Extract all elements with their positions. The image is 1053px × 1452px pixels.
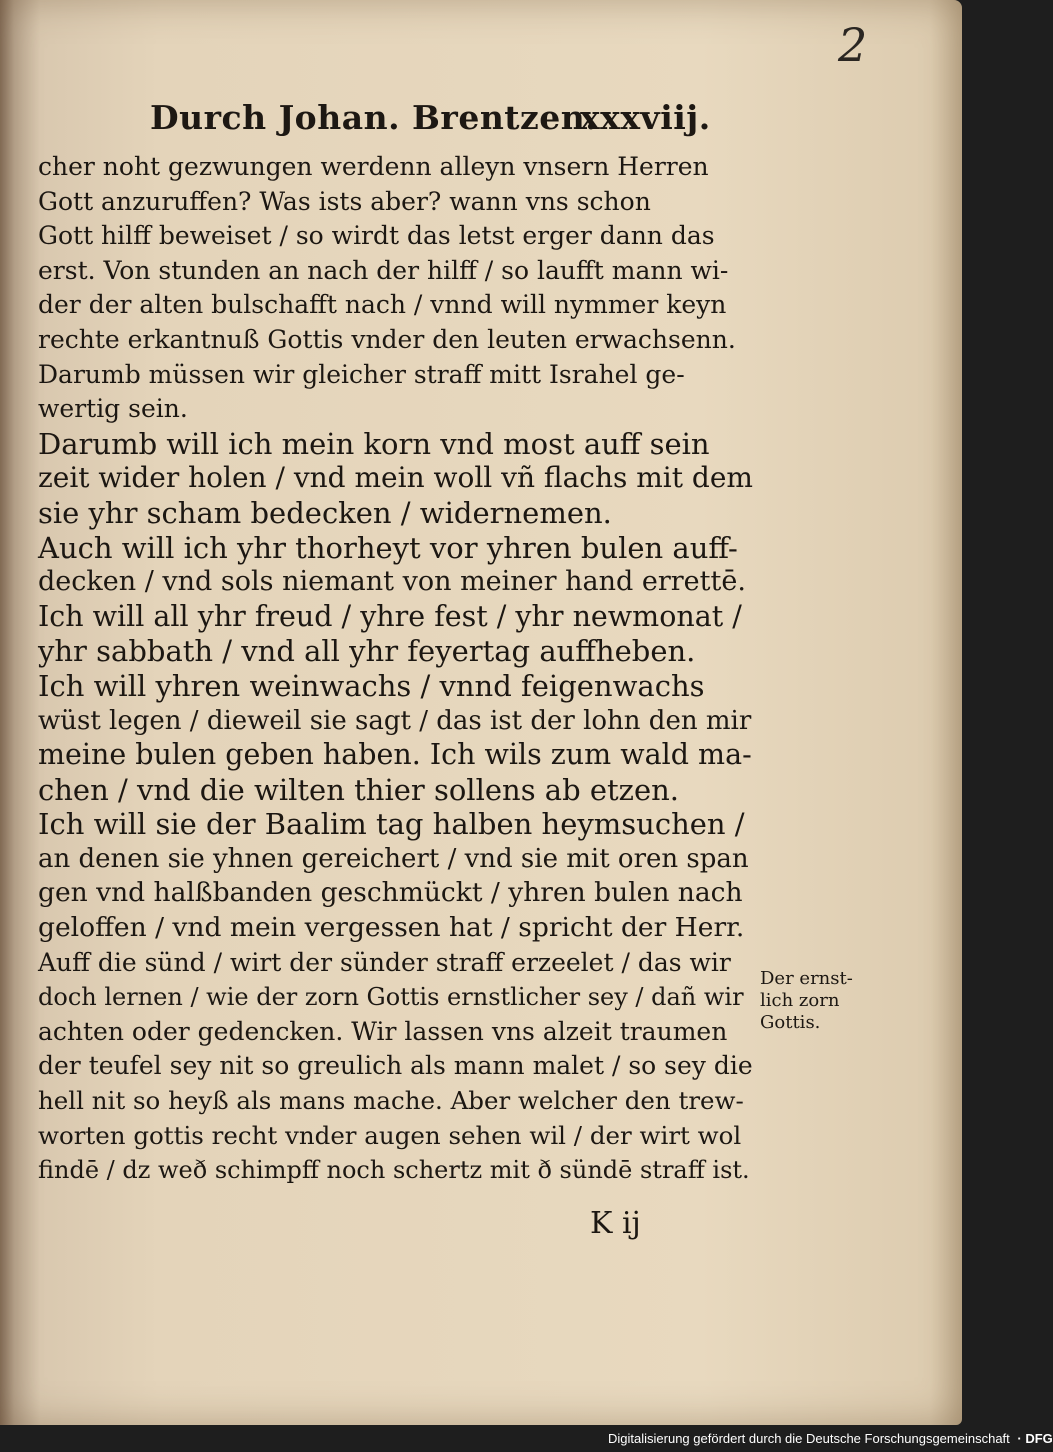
marginal-note-line: Der ernst- xyxy=(760,968,853,989)
text-line: sie yhr scham bedecken / widernemen. xyxy=(38,495,612,530)
text-line: meine bulen geben haben. Ich wils zum wald ma- xyxy=(38,738,752,772)
text-line: worten gottis recht vnder augen sehen wil / der wirt wol xyxy=(38,1120,742,1150)
text-line: Ich will sie der Baalim tag halben heymsuchen / xyxy=(38,807,745,842)
text-line: achten oder gedencken. Wir lassen vns alzeit traumen xyxy=(38,1016,728,1046)
text-line: rechte erkantnuß Gottis vnder den leuten erwachsenn. xyxy=(38,324,736,354)
text-line: Ich will all yhr freud / yhre fest / yhr newmonat / xyxy=(38,599,742,633)
text-line: der teufel sey nit so greulich als mann malet / so sey die xyxy=(38,1051,753,1081)
text-line: yhr sabbath / vnd all yhr feyertag auffheben. xyxy=(38,634,696,669)
text-line: chen / vnd die wilten thier sollens ab etzen. xyxy=(38,772,680,807)
text-line: hell nit so heyß als mans mache. Aber welcher den trew- xyxy=(38,1086,744,1116)
text-line: wüst legen / dieweil sie sagt / das ist der lohn den mir xyxy=(38,705,752,736)
folio-number: xxxviij. xyxy=(580,98,711,137)
text-line: erst. Von stunden an nach der hilff / so laufft mann wi- xyxy=(38,255,729,285)
text-line: Darumb müssen wir gleicher straff mitt Israhel ge- xyxy=(38,359,685,389)
text-line: findē / dz weð schimpff noch schertz mit ð sündē straff ist. xyxy=(38,1156,750,1185)
text-line: Auch will ich yhr thorheyt vor yhren bulen auff- xyxy=(38,530,738,565)
digitization-credit xyxy=(608,1431,1053,1446)
running-head-title: Durch Johan. Brentzen. xyxy=(150,98,598,137)
body-text xyxy=(38,150,753,1188)
text-line: zeit wider holen / vnd mein woll vñ flachs mit dem xyxy=(38,461,753,495)
text-line: decken / vnd sols niemant von meiner hand errettē. xyxy=(38,566,746,598)
marginal-note xyxy=(760,968,880,1034)
text-line: der der alten bulschafft nach / vnnd will nymmer keyn xyxy=(38,290,727,320)
marginal-note-line: Gottis. xyxy=(760,1012,821,1033)
running-head xyxy=(150,98,711,137)
dfg-logo: · DFG xyxy=(1017,1431,1053,1446)
text-line: Darumb will ich mein korn vnd most auff sein xyxy=(38,426,710,461)
text-line: Gott anzuruffen? Was ists aber? wann vns schon xyxy=(38,186,651,216)
text-line: an denen sie yhnen gereichert / vnd sie mit oren span xyxy=(38,843,749,874)
text-line: Gott hilff beweiset / so wirdt das letst erger dann das xyxy=(38,221,715,251)
marginal-note-line: lich zorn xyxy=(760,990,840,1011)
signature-mark: K ij xyxy=(590,1206,641,1241)
text-line: gen vnd halßbanden geschmückt / yhren bulen nach xyxy=(38,877,743,909)
text-line: geloffen / vnd mein vergessen hat / spricht der Herr. xyxy=(38,912,745,944)
text-line: doch lernen / wie der zorn Gottis ernstlicher sey / dañ wir xyxy=(38,983,744,1012)
text-line: Ich will yhren weinwachs / vnnd feigenwachs xyxy=(38,668,705,703)
text-line: cher noht gezwungen werdenn alleyn vnsern Herren xyxy=(38,152,709,181)
text-line: wertig sein. xyxy=(38,394,188,424)
credit-text: Digitalisierung gefördert durch die Deutsche Forschungsgemeinschaft xyxy=(608,1431,1010,1446)
text-line: Auff die sünd / wirt der sünder straff erzeelet / das wir xyxy=(38,947,731,977)
handwritten-page-number: 2 xyxy=(838,18,868,72)
